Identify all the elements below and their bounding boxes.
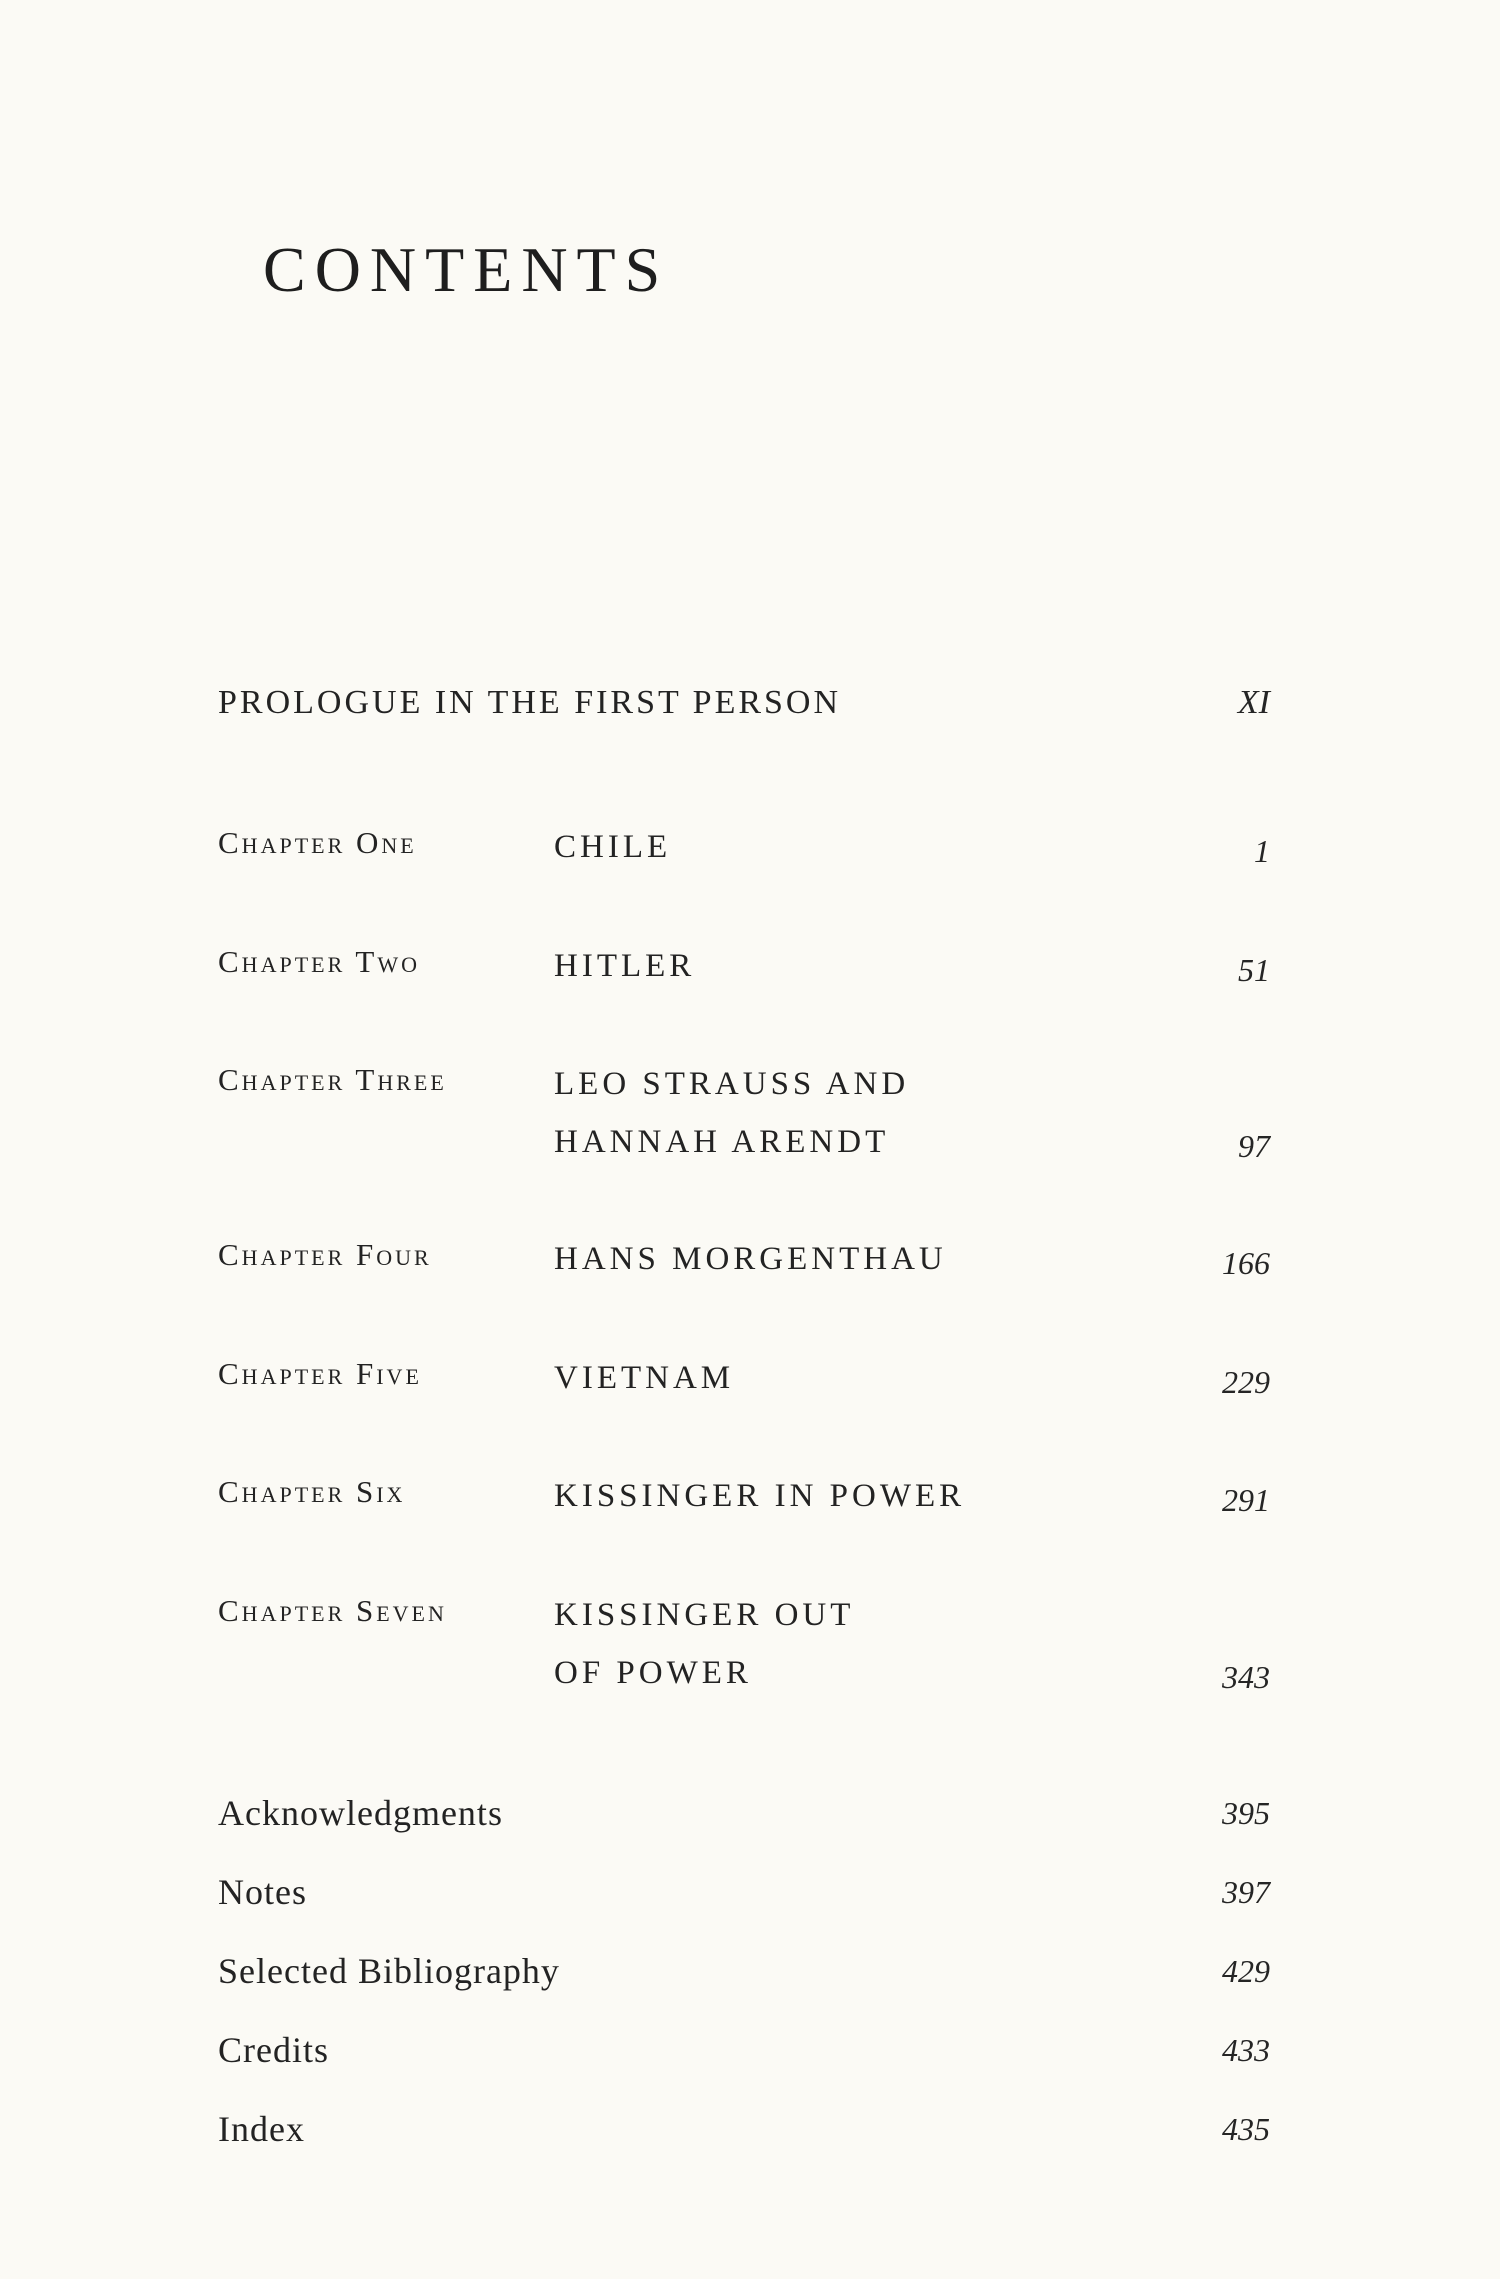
chapter-page-number: 229 <box>1222 1364 1270 1400</box>
chapter-title-line: LEO STRAUSS AND <box>554 1066 910 1102</box>
chapter-title <box>554 1349 734 1407</box>
back-matter-page-number: 435 <box>1222 2111 1270 2147</box>
back-matter-label: Selected Bibliography <box>218 1951 560 1991</box>
chapter-label: Chapter Seven <box>218 1593 447 1628</box>
page-title: CONTENTS <box>263 234 670 305</box>
back-matter-page-number: 429 <box>1222 1953 1270 1989</box>
toc-entry-acknowledgments[interactable] <box>218 1788 1270 1838</box>
toc-entry-chapter-four[interactable] <box>218 1230 1270 1288</box>
toc-entry-notes[interactable] <box>218 1867 1270 1917</box>
chapter-page-number: 166 <box>1222 1245 1270 1281</box>
back-matter-label: Notes <box>218 1872 307 1912</box>
chapter-page-number: 343 <box>1222 1659 1270 1695</box>
chapter-page-number: 291 <box>1222 1482 1270 1518</box>
chapter-title-line: CHILE <box>554 829 672 865</box>
chapter-title <box>554 937 695 995</box>
back-matter-label: Index <box>218 2109 305 2149</box>
toc-entry-prologue[interactable] <box>218 678 1270 728</box>
back-matter-page-number: 397 <box>1222 1874 1270 1910</box>
chapter-title <box>554 818 671 876</box>
chapter-title-line: OF POWER <box>554 1655 752 1691</box>
toc-entry-chapter-six[interactable] <box>218 1467 1270 1525</box>
toc-entry-credits[interactable] <box>218 2025 1270 2075</box>
back-matter-label: Acknowledgments <box>218 1793 503 1833</box>
chapter-label: Chapter Three <box>218 1062 447 1097</box>
chapter-page-number: 51 <box>1238 952 1270 988</box>
toc-entry-selected-bibliography[interactable] <box>218 1946 1270 1996</box>
chapter-title-line: VIETNAM <box>554 1360 735 1396</box>
toc-entry-index[interactable] <box>218 2104 1270 2154</box>
chapter-label: Chapter Five <box>218 1356 422 1391</box>
chapter-label: Chapter One <box>218 825 417 860</box>
toc-entry-chapter-five[interactable] <box>218 1349 1270 1407</box>
back-matter-page-number: 395 <box>1222 1795 1270 1831</box>
toc-entry-chapter-two[interactable] <box>218 937 1270 995</box>
prologue-page-number: XI <box>1237 684 1270 721</box>
chapter-title <box>554 1230 947 1288</box>
back-matter-page-number: 433 <box>1222 2032 1270 2068</box>
chapter-title <box>554 1586 854 1702</box>
chapter-label: Chapter Six <box>218 1474 406 1509</box>
toc-entry-chapter-three[interactable] <box>218 1055 1270 1171</box>
toc-entry-chapter-seven[interactable] <box>218 1586 1270 1702</box>
back-matter-label: Credits <box>218 2030 329 2070</box>
chapter-title <box>554 1467 965 1525</box>
chapter-title-line: HANS MORGENTHAU <box>554 1241 947 1277</box>
chapter-label: Chapter Two <box>218 944 421 979</box>
chapter-title-line: KISSINGER IN POWER <box>554 1478 966 1514</box>
chapter-title-line: HANNAH ARENDT <box>554 1124 890 1160</box>
chapter-title <box>554 1055 909 1171</box>
chapter-title-line: HITLER <box>554 948 696 984</box>
toc-entry-chapter-one[interactable] <box>218 818 1270 876</box>
chapter-page-number: 97 <box>1238 1128 1270 1164</box>
chapter-label: Chapter Four <box>218 1237 432 1272</box>
chapter-page-number: 1 <box>1254 833 1270 869</box>
prologue-label: PROLOGUE IN THE FIRST PERSON <box>218 684 842 721</box>
chapter-title-line: KISSINGER OUT <box>554 1597 855 1633</box>
